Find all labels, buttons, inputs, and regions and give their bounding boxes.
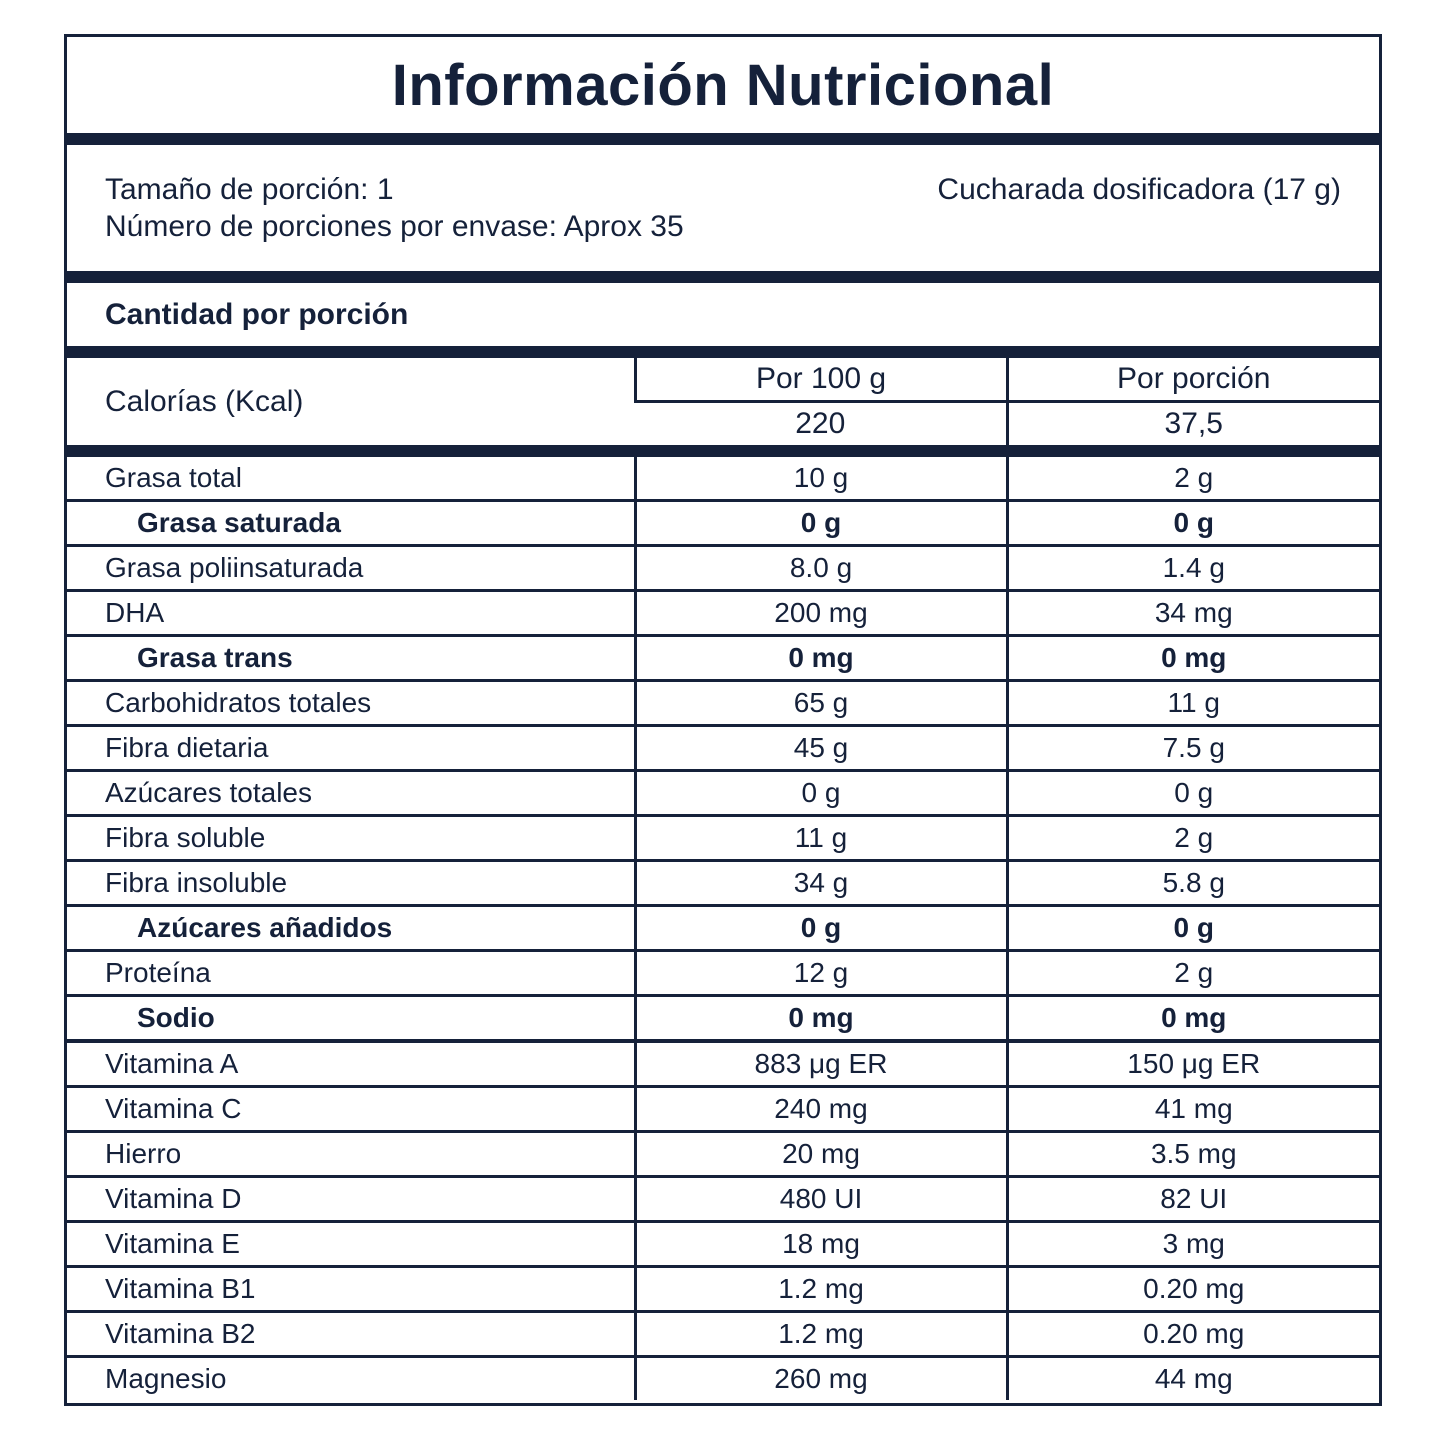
nutrient-name: Sodio <box>67 996 635 1042</box>
nutrient-name: Azúcares añadidos <box>67 906 635 951</box>
nutrient-name: Vitamina B1 <box>67 1267 635 1312</box>
nutrient-name: Grasa poliinsaturada <box>67 546 635 591</box>
nutrient-per-100g: 0 g <box>635 501 1007 546</box>
nutrient-name: Azúcares totales <box>67 771 635 816</box>
nutrient-row <box>67 681 1379 726</box>
nutrient-per-portion: 0.20 mg <box>1007 1267 1379 1312</box>
nutrient-per-100g: 1.2 mg <box>635 1267 1007 1312</box>
nutrient-per-100g: 45 g <box>635 726 1007 771</box>
nutrient-per-portion: 1.4 g <box>1007 546 1379 591</box>
nutrient-per-portion: 2 g <box>1007 457 1379 501</box>
nutrient-row <box>67 771 1379 816</box>
nutrient-per-100g: 480 UI <box>635 1177 1007 1222</box>
serving-size-unit: Cucharada dosificadora (17 g) <box>937 173 1341 206</box>
serving-size: Tamaño de porción: 1 <box>105 173 394 206</box>
nutrient-per-portion: 0 mg <box>1007 996 1379 1042</box>
nutrient-per-portion: 34 mg <box>1007 591 1379 636</box>
calories-header-row <box>67 358 1379 402</box>
column-header-per-100g: Por 100 g <box>635 358 1007 402</box>
nutrient-per-portion: 11 g <box>1007 681 1379 726</box>
nutrient-per-portion: 3 mg <box>1007 1222 1379 1267</box>
nutrient-per-portion: 2 g <box>1007 951 1379 996</box>
servings-per-container: Número de porciones por envase: Aprox 35 <box>105 210 684 243</box>
nutrient-name: Grasa saturada <box>67 501 635 546</box>
nutrient-row <box>67 1132 1379 1177</box>
nutrient-row <box>67 951 1379 996</box>
nutrient-row <box>67 906 1379 951</box>
nutrient-per-100g: 240 mg <box>635 1087 1007 1132</box>
nutrient-row <box>67 591 1379 636</box>
nutrient-per-portion: 5.8 g <box>1007 861 1379 906</box>
nutrient-row <box>67 501 1379 546</box>
nutrient-per-100g: 0 mg <box>635 996 1007 1042</box>
nutrient-row <box>67 1267 1379 1312</box>
nutrient-per-portion: 0 g <box>1007 501 1379 546</box>
nutrient-row <box>67 1222 1379 1267</box>
nutrient-per-100g: 1.2 mg <box>635 1312 1007 1357</box>
nutrient-per-100g: 260 mg <box>635 1357 1007 1401</box>
thick-divider <box>67 271 1379 283</box>
nutrient-name: Vitamina E <box>67 1222 635 1267</box>
nutrient-name: Grasa trans <box>67 636 635 681</box>
nutrient-name: Carbohidratos totales <box>67 681 635 726</box>
nutrient-per-portion: 0 mg <box>1007 636 1379 681</box>
calories-label: Calorías (Kcal) <box>105 384 304 418</box>
label-title: Información Nutricional <box>391 52 1055 118</box>
serving-info-left <box>105 171 684 245</box>
nutrient-per-portion: 150 μg ER <box>1007 1041 1379 1087</box>
nutrient-row <box>67 457 1379 501</box>
nutrient-row <box>67 1041 1379 1087</box>
nutrient-per-100g: 200 mg <box>635 591 1007 636</box>
nutrient-per-portion: 0 g <box>1007 771 1379 816</box>
nutrient-per-portion: 41 mg <box>1007 1087 1379 1132</box>
nutrient-row <box>67 1357 1379 1401</box>
nutrient-per-portion: 2 g <box>1007 816 1379 861</box>
nutrient-per-portion: 82 UI <box>1007 1177 1379 1222</box>
nutrient-per-100g: 883 μg ER <box>635 1041 1007 1087</box>
nutrient-per-100g: 12 g <box>635 951 1007 996</box>
nutrient-name: Vitamina B2 <box>67 1312 635 1357</box>
nutrient-name: Vitamina A <box>67 1041 635 1087</box>
nutrient-per-100g: 34 g <box>635 861 1007 906</box>
nutrient-name: Vitamina C <box>67 1087 635 1132</box>
calories-table <box>67 358 1379 445</box>
nutrient-name: Fibra soluble <box>67 816 635 861</box>
nutrient-per-portion: 44 mg <box>1007 1357 1379 1401</box>
nutrient-per-portion: 0 g <box>1007 906 1379 951</box>
nutrition-label <box>64 34 1382 1406</box>
nutrient-row <box>67 861 1379 906</box>
nutrient-name: Proteína <box>67 951 635 996</box>
amount-per-serving-heading: Cantidad por porción <box>105 297 409 331</box>
nutrient-name: Grasa total <box>67 457 635 501</box>
nutrient-per-100g: 20 mg <box>635 1132 1007 1177</box>
thick-divider <box>67 445 1379 457</box>
calories-per-100g: 220 <box>795 407 846 440</box>
nutrient-name: Hierro <box>67 1132 635 1177</box>
nutrient-per-100g: 0 g <box>635 771 1007 816</box>
nutrient-row <box>67 546 1379 591</box>
column-header-per-portion: Por porción <box>1007 358 1379 402</box>
nutrient-per-100g: 65 g <box>635 681 1007 726</box>
nutrient-per-100g: 0 g <box>635 906 1007 951</box>
nutrient-name: Vitamina D <box>67 1177 635 1222</box>
nutrient-per-portion: 0.20 mg <box>1007 1312 1379 1357</box>
nutrient-row <box>67 726 1379 771</box>
nutrient-per-100g: 18 mg <box>635 1222 1007 1267</box>
nutrient-name: Fibra dietaria <box>67 726 635 771</box>
serving-info <box>67 145 1379 271</box>
nutrient-row <box>67 636 1379 681</box>
thick-divider <box>67 133 1379 145</box>
nutrient-row <box>67 1312 1379 1357</box>
nutrients-table <box>67 457 1379 1400</box>
calories-per-portion: 37,5 <box>1007 402 1379 446</box>
nutrient-row <box>67 816 1379 861</box>
nutrient-per-portion: 3.5 mg <box>1007 1132 1379 1177</box>
nutrient-name: Fibra insoluble <box>67 861 635 906</box>
nutrient-name: DHA <box>67 591 635 636</box>
thick-divider <box>67 346 1379 358</box>
nutrient-per-100g: 11 g <box>635 816 1007 861</box>
nutrient-row <box>67 1177 1379 1222</box>
nutrient-per-portion: 7.5 g <box>1007 726 1379 771</box>
nutrient-per-100g: 10 g <box>635 457 1007 501</box>
nutrient-per-100g: 0 mg <box>635 636 1007 681</box>
nutrient-row <box>67 996 1379 1042</box>
nutrient-row <box>67 1087 1379 1132</box>
nutrient-per-100g: 8.0 g <box>635 546 1007 591</box>
nutrient-name: Magnesio <box>105 1363 227 1394</box>
